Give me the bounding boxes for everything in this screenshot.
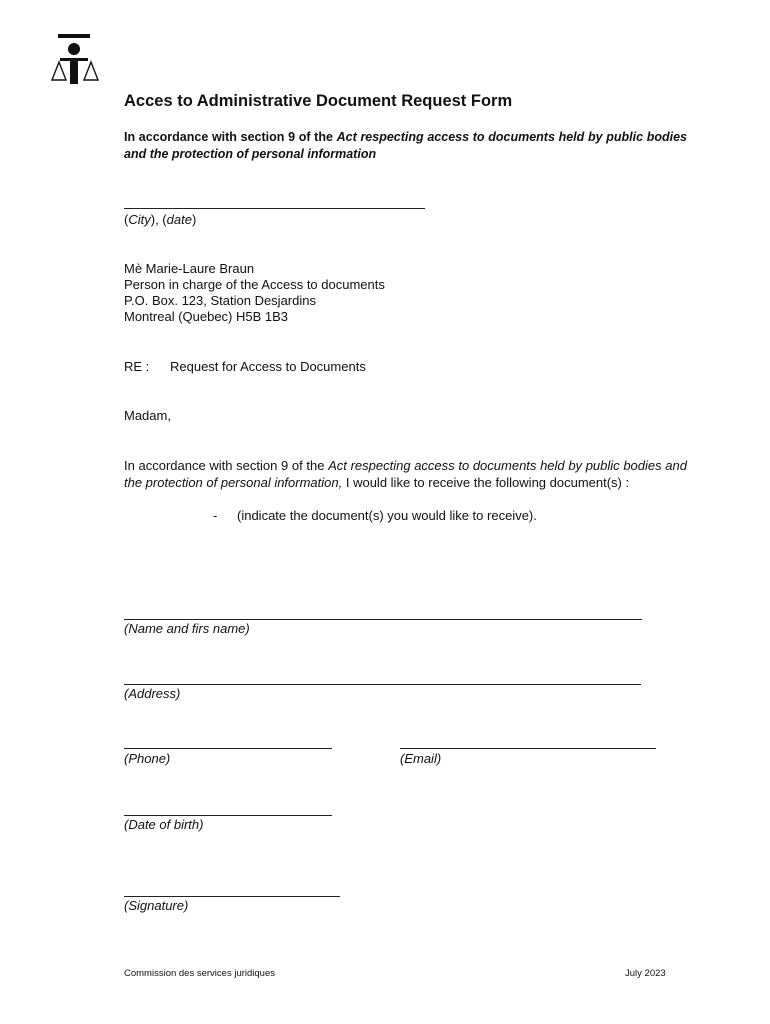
phone-field-line[interactable] [124, 748, 332, 749]
address-field-label: (Address) [124, 686, 181, 701]
dob-field-line[interactable] [124, 815, 332, 816]
body-plain-1: In accordance with section 9 of the [124, 458, 329, 473]
footer-organization: Commission des services juridiques [124, 968, 275, 979]
city-date-label: (City), (date) [124, 212, 197, 227]
recipient-name: Mè Marie-Laure Braun [124, 261, 255, 276]
scales-of-justice-logo-icon [50, 34, 102, 86]
phone-field-label: (Phone) [124, 751, 171, 766]
subtitle-plain: In accordance with section 9 of the [124, 130, 337, 144]
signature-field-line[interactable] [124, 896, 340, 897]
request-paragraph [124, 457, 687, 491]
form-title: Acces to Administrative Document Request Form [124, 92, 513, 110]
re-label: RE : [124, 359, 150, 374]
bullet-dash: - [213, 508, 218, 523]
bullet-text: (indicate the document(s) you would like to receive). [237, 508, 537, 523]
address-field-line[interactable] [124, 684, 641, 685]
recipient-city: Montreal (Quebec) H5B 1B3 [124, 309, 289, 324]
footer-date: July 2023 [625, 968, 666, 979]
subtitle-act-name: Act respecting access to documents held by public bodies and the protection of personal information [124, 130, 687, 161]
email-field-label: (Email) [400, 751, 442, 766]
body-act-name: Act respecting access to documents held by public bodies and the protection of personal information, [124, 458, 687, 490]
city-label: City [128, 212, 151, 227]
salutation: Madam, [124, 408, 171, 423]
date-label: date [166, 212, 192, 227]
re-subject: Request for Access to Documents [170, 359, 366, 374]
recipient-role: Person in charge of the Access to documents [124, 277, 385, 292]
recipient-po-box: P.O. Box. 123, Station Desjardins [124, 293, 316, 308]
form-subtitle [124, 129, 687, 163]
city-date-line[interactable] [124, 208, 425, 209]
name-field-label: (Name and firs name) [124, 621, 250, 636]
signature-field-label: (Signature) [124, 898, 189, 913]
body-plain-2: I would like to receive the following document(s) : [342, 475, 630, 490]
email-field-line[interactable] [400, 748, 656, 749]
name-field-line[interactable] [124, 619, 642, 620]
dob-field-label: (Date of birth) [124, 817, 204, 832]
